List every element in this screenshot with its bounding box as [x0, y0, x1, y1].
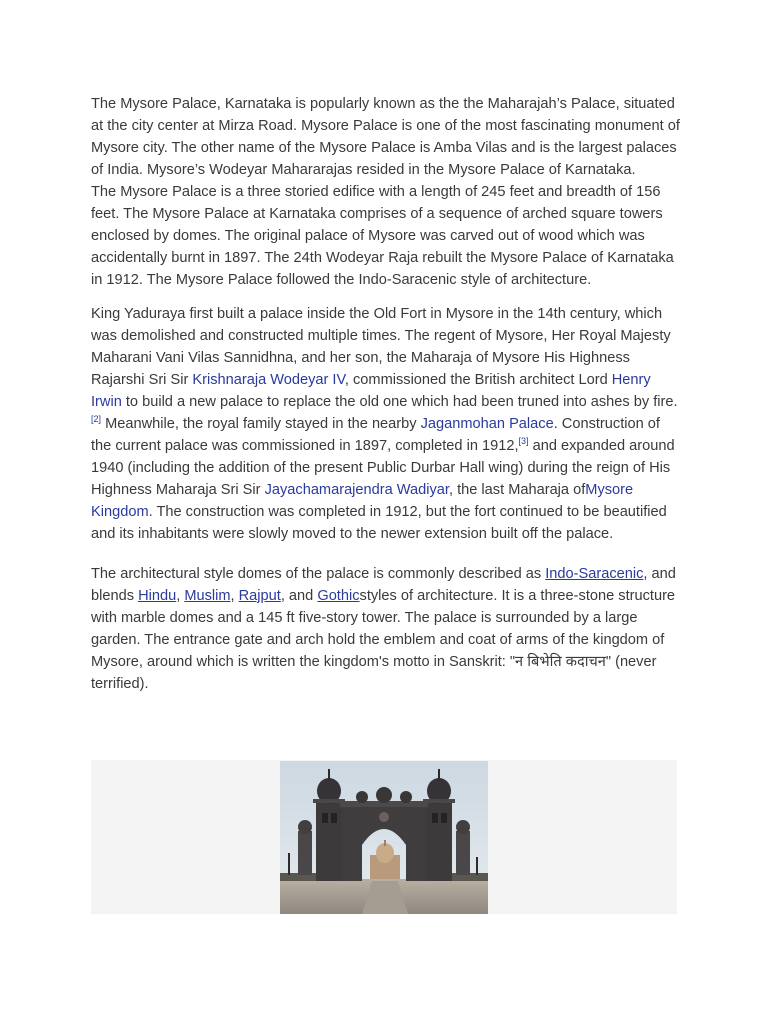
architecture-text-5: , and	[280, 588, 318, 604]
link-hindu[interactable]: Hindu	[138, 588, 177, 604]
link-indo-saracenic[interactable]: Indo-Saracenic	[545, 566, 644, 582]
history-text-8: . The construction was completed in 1912, but the fort continued to be beautified and its inhabitants were slowly moved to the newer extension built off the palace.	[91, 504, 667, 542]
link-krishnaraja-wodeyar[interactable]: Krishnaraja Wodeyar IV	[192, 372, 345, 388]
link-mysore-kingdom[interactable]: Mysore Kingdom	[91, 482, 634, 520]
architecture-text-6: styles of architecture. It is a three-stone structure with marble domes and a 145 ft five-story tower. The palace is surrounded by a large garden. The entrance gate and arch hold the emblem and coat of arms of the kingdom of Mysore, around which is written the kingdom's motto in Sanskrit: "न बिभेति कदाचन" (never terrified).	[91, 588, 676, 692]
history-paragraph	[91, 303, 681, 545]
architecture-paragraph	[91, 563, 681, 695]
link-muslim[interactable]: Muslim	[184, 588, 231, 604]
link-gothic[interactable]: Gothic	[317, 588, 360, 604]
link-jaganmohan-palace[interactable]: Jaganmohan Palace	[420, 416, 554, 432]
link-henry-irwin[interactable]: Henry Irwin	[91, 372, 651, 410]
reference-3[interactable]: [3]	[518, 436, 529, 447]
history-text-2: , commissioned the British architect Lord	[344, 372, 612, 388]
intro-text-1: The Mysore Palace, Karnataka is popularly known as the the Maharajah’s Palace, situated at the city center at Mirza Road. Mysore Palace is one of the most fascinating monument of Mysore city. The other name of the Mysore Palace is Amba Vilas and is the largest palaces of India. Mysore’s Wodeyar Mahararajas resided in the Mysore Palace of Karnataka.	[91, 96, 680, 178]
architecture-text-3: ,	[176, 588, 185, 604]
history-text-6: and expanded around 1940 (including the addition of the present Public Durbar Hall wing) during the reign of His Highness Maharaja Sri Sir	[91, 438, 675, 498]
link-jayachamarajendra-wadiyar[interactable]: Jayachamarajendra Wadiyar	[264, 482, 449, 498]
intro-paragraph	[91, 93, 681, 291]
intro-text-2: The Mysore Palace is a three storied edifice with a length of 245 feet and breadth of 156 feet. The Mysore Palace at Karnataka comprises of a sequence of arched square towers enclosed by domes. The original palace of Mysore was carved out of wood which was accidentally burnt in 1897. The 24th Wodeyar Raja rebuilt the Mysore Palace of Karnataka in 1912. The Mysore Palace followed the Indo-Saracenic style of architecture.	[91, 184, 674, 288]
history-text-1: King Yaduraya first built a palace inside the Old Fort in Mysore in the 14th century, which was demolished and constructed multiple times. The regent of Mysore, Her Royal Majesty Maharani Vani Vilas Sannidhna, and her son, the Maharaja of Mysore His Highness Rajarshi Sri Sir	[91, 306, 671, 388]
mysore-palace-gate-photo	[280, 761, 488, 914]
gate-illustration	[280, 761, 488, 914]
history-text-4: Meanwhile, the royal family stayed in the nearby	[101, 416, 421, 432]
architecture-text-1: The architectural style domes of the palace is commonly described as	[91, 566, 546, 582]
link-rajput[interactable]: Rajput	[238, 588, 281, 604]
architecture-text-4: ,	[230, 588, 239, 604]
article-body	[91, 93, 681, 695]
history-text-5: . Construction of the current palace was commissioned in 1897, completed in 1912,	[91, 416, 660, 454]
history-text-3: to build a new palace to replace the old one which had been truned into ashes by fire.	[121, 394, 678, 410]
reference-2[interactable]: [2]	[91, 414, 102, 425]
history-text-7: , the last Maharaja of	[448, 482, 586, 498]
architecture-text-2: , and blends	[91, 566, 676, 604]
